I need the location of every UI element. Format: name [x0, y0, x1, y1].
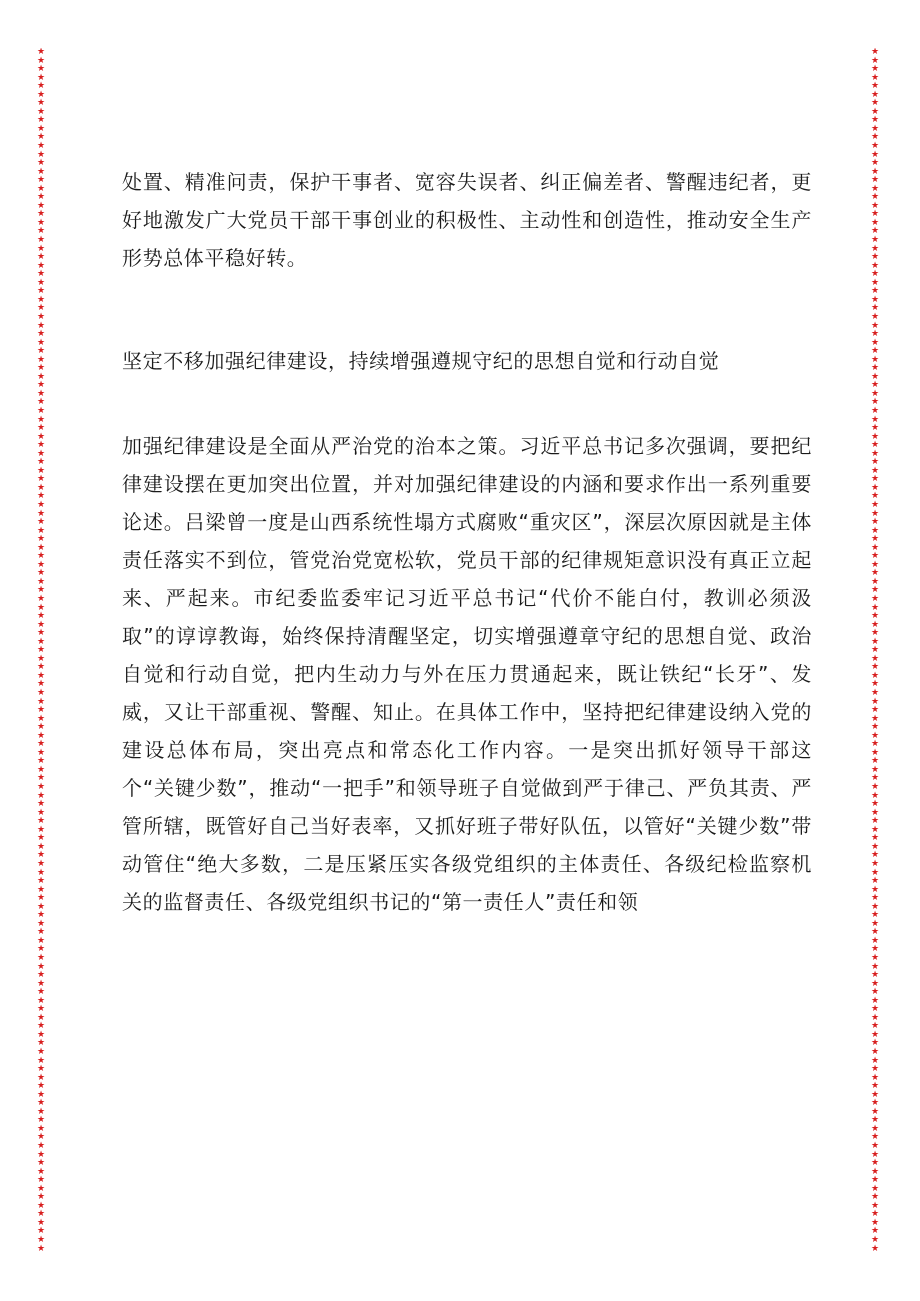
- section-heading: 坚定不移加强纪律建设，持续增强遵规守纪的思想自觉和行动自觉: [122, 349, 720, 373]
- left-star-border: ★ ★ ★ ★ ★ ★ ★ ★ ★ ★ ★ ★ ★ ★ ★ ★ ★ ★ ★ ★ ★ ★ ★ ★ ★ ★ ★ ★ ★ ★ ★ ★ ★ ★ ★ ★ ★ ★ ★ ★ ★ ★ ★ ★ ★ ★ ★ ★ ★ ★ ★ ★ ★ ★ ★ ★ ★ ★ ★ ★ ★ ★ ★ ★ ★ ★ ★ ★ ★ ★ ★ ★ ★ ★ ★ ★ ★ ★ ★ ★ ★ ★ ★ ★ ★ ★ ★ ★ ★ ★ ★ ★ ★ ★ ★ ★ ★ ★ ★ ★ ★ ★ ★ ★ ★ ★ ★ ★ ★ ★ ★ ★ ★ ★ ★ ★ ★ ★ ★ ★ ★ ★ ★ ★ ★ ★ ★ ★ ★ ★ ★ ★ ★ ★ ★ ★ ★ ★ ★ ★ ★: [36, 48, 46, 1254]
- paragraph-continuation: 处置、精准问责，保护干事者、宽容失误者、纠正偏差者、警醒违纪者，更好地激发广大党员干部干事创业的积极性、主动性和创造性，推动安全生产形势总体平稳好转。: [122, 170, 812, 270]
- right-star-border: ★ ★ ★ ★ ★ ★ ★ ★ ★ ★ ★ ★ ★ ★ ★ ★ ★ ★ ★ ★ ★ ★ ★ ★ ★ ★ ★ ★ ★ ★ ★ ★ ★ ★ ★ ★ ★ ★ ★ ★ ★ ★ ★ ★ ★ ★ ★ ★ ★ ★ ★ ★ ★ ★ ★ ★ ★ ★ ★ ★ ★ ★ ★ ★ ★ ★ ★ ★ ★ ★ ★ ★ ★ ★ ★ ★ ★ ★ ★ ★ ★ ★ ★ ★ ★ ★ ★ ★ ★ ★ ★ ★ ★ ★ ★ ★ ★ ★ ★ ★ ★ ★ ★ ★ ★ ★ ★ ★ ★ ★ ★ ★ ★ ★ ★ ★ ★ ★ ★ ★ ★ ★ ★ ★ ★ ★ ★ ★ ★ ★ ★ ★ ★ ★ ★ ★ ★ ★ ★ ★ ★: [870, 48, 880, 1254]
- paragraph-main: 加强纪律建设是全面从严治党的治本之策。习近平总书记多次强调，要把纪律建设摆在更加突出位置，并对加强纪律建设的内涵和要求作出一系列重要论述。吕梁曾一度是山西系统性塌方式腐败“重灾区”，深层次原因就是主体责任落实不到位，管党治党宽松软，党员干部的纪律规矩意识没有真正立起来、严起来。市纪委监委牢记习近平总书记“代价不能白付，教训必须汲取”的谆谆教诲，始终保持清醒坚定，切实增强遵章守纪的思想自觉、政治自觉和行动自觉，把内生动力与外在压力贯通起来，既让铁纪“长牙”、发威，又让干部重视、警醒、知止。在具体工作中，坚持把纪律建设纳入党的建设总体布局，突出亮点和常态化工作内容。一是突出抓好领导干部这个“关键少数”，推动“一把手”和领导班子自觉做到严于律己、严负其责、严管所辖，既管好自己当好表率，又抓好班子带好队伍，以管好“关键少数”带动管住“绝大多数，二是压紧压实各级党组织的主体责任、各级纪检监察机关的监督责任、各级党组织书记的“第一责任人”责任和领: [122, 434, 812, 914]
